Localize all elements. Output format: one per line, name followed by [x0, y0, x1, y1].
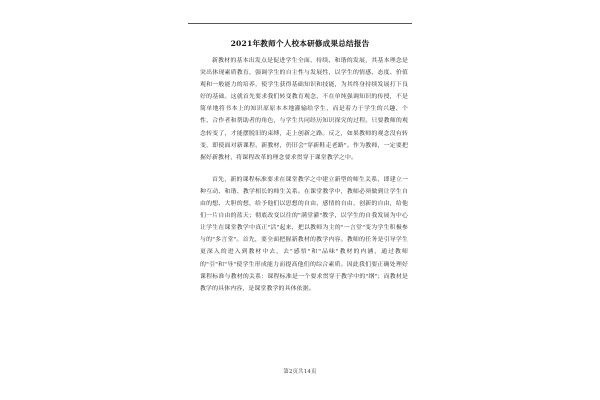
paragraph-1: 新教材的基本出发点是促进学生全面、持续、和谐的发展，其基本理念是突出体现素质教育，强调学生的自主性与发展性，以学生的情感、态度、价值观和一般能力的培养，使学生获得基础知识和技能，为其终身持续发展打下良好的基础。这就首先要求我们转变教育观念，不在单纯强调知识的传授，不是简单地将书本上的知识原原本本地灌输给学生，而是着力于学生的兴趣、个性、合作者和帮助者的角色，与学生共同经历知识探究的过程。只要教师的观念转变了，才能摆脱旧的束缚，走上创新之路。反之，如果教师的观念没有转变，即使面对新课程、新教材，仍旧会"穿新鞋走老路"。作为教师，一定要把握好新教材，将课程改革的理念要求贯穿于课堂教学之中。	[200, 58, 408, 161]
document-body	[200, 55, 408, 295]
document-title: 2021年教师个人校本研修成果总结报告	[230, 39, 370, 48]
paragraph-spacer	[200, 164, 408, 174]
header-rule	[188, 23, 412, 24]
paragraph-2: 首先，新的课程标准要求在课堂教学之中建立新型的师生关系，即建立一种互动、和谐、教学相长的师生关系。在课堂教学中，教师必须做到让学生自由的想、大胆的想，给予他们以思想的自由、感情的自由、创新的自由，给他们一片自由的蓝天；彻底改变以往的"满堂灌"教学，以学生的自我发展为中心让学生在课堂教学中真正"活"起来，把以教师为主的"一言堂"变为学生积极参与的"多言堂"。首先，要全面把握新教材的教学内容。教师的任务是引导学生更深入的进入到教材中去，去"感悟"和"品味"教材的内涵，通过教师的"引"和"导"使学生形成能力而提高他们的综合素质。因此我们要正确处理好课程标准与教材的关系：课程标准是一个要求贯穿于教学中的"纲"；而教材是教学的具体内容，是课堂教学的具体依据。	[200, 176, 408, 292]
page-number-footer: 第2页共14页	[283, 369, 317, 375]
